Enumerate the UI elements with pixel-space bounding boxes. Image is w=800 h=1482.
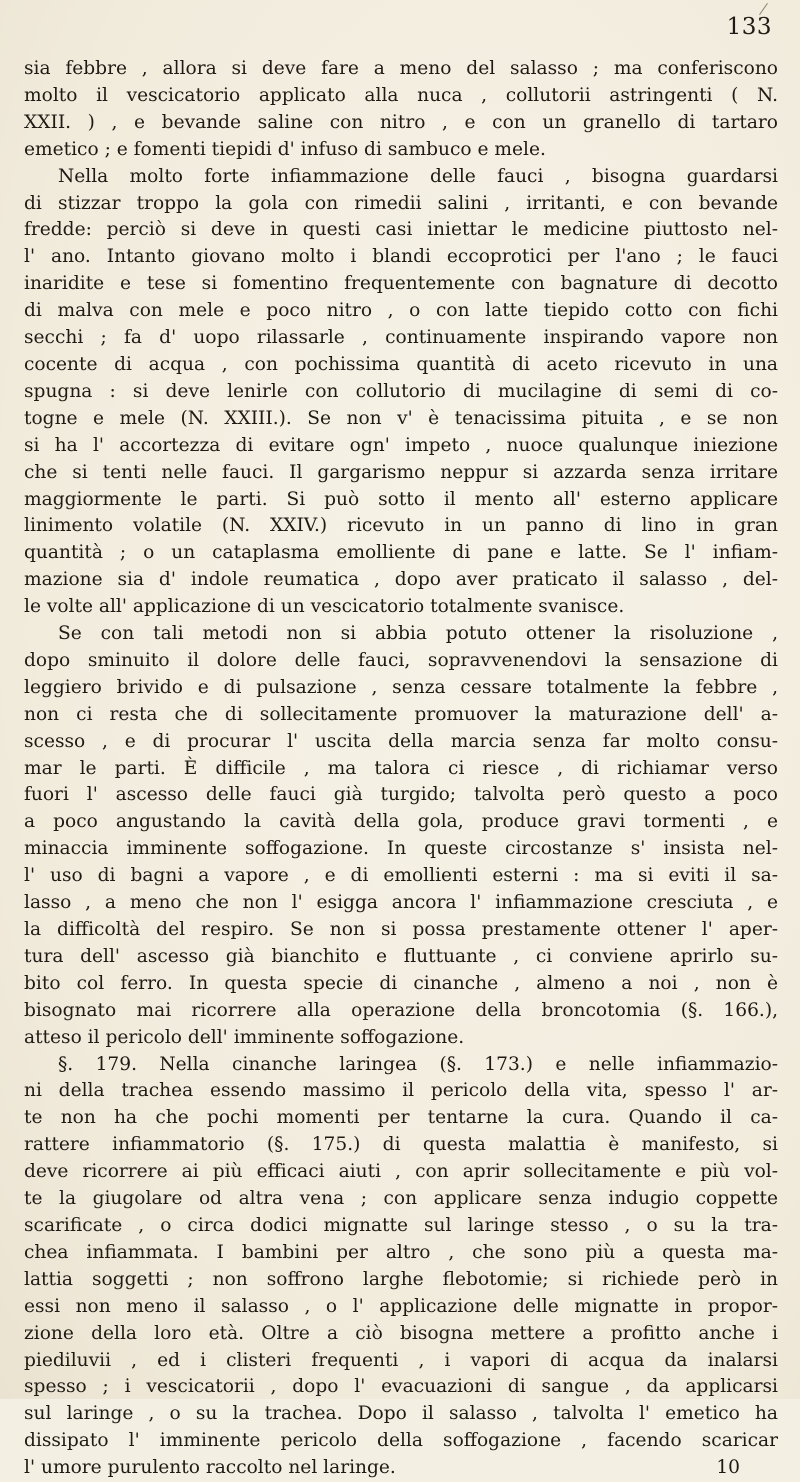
- text-line: piediluvii , ed i clisteri frequenti , i vapori di acqua da inalarsi: [24, 1349, 778, 1371]
- text-line: non ci resta che di sollecitamente promuover la maturazione dell' a-: [24, 703, 778, 725]
- text-line: Nella molto forte infiammazione delle fauci , bisogna guardarsi: [58, 165, 778, 187]
- text-line: emetico ; e fomenti tiepidi d' infuso di sambuco e mele.: [24, 138, 546, 160]
- text-line: leggiero brivido e di pulsazione , senza cessare totalmente la febbre ,: [24, 676, 778, 698]
- text-line: mar le parti. È difficile , ma talora ci riesce , di richiamar verso: [24, 757, 778, 779]
- text-line: zione della loro età. Oltre a ciò bisogna mettere a profitto anche i: [24, 1322, 778, 1344]
- page-number: 133: [726, 14, 772, 40]
- text-line: inaridite e tese si fomentino frequentemente con bagnature di decotto: [24, 273, 778, 295]
- text-line: bito col ferro. In questa specie di cinanche , almeno a noi , non è: [24, 972, 778, 994]
- text-line: le volte all' applicazione di un vescicatorio totalmente svanisce.: [24, 596, 625, 618]
- text-line: fredde: perciò si deve in questi casi iniettar le medicine piuttosto nel-: [24, 219, 778, 241]
- text-line: secchi ; fa d' uopo rilassarle , continuamente inspirando vapore non: [24, 327, 778, 349]
- text-line: di malva con mele e poco nitro , o con latte tiepido cotto con fichi: [24, 300, 778, 322]
- text-line: l' ano. Intanto giovano molto i blandi eccoprotici per l'ano ; le fauci: [24, 246, 778, 268]
- text-line: deve ricorrere ai più efficaci aiuti , con aprir sollecitamente e più vol-: [24, 1161, 778, 1183]
- text-line: §. 179. Nella cinanche laringea (§. 173.) e nelle infiammazio-: [58, 1053, 778, 1075]
- text-line: ni della trachea essendo massimo il pericolo della vita, spesso l' ar-: [24, 1080, 778, 1102]
- text-line: fuori l' ascesso delle fauci già turgido; talvolta però questo a poco: [24, 784, 778, 806]
- text-line: chea infiammata. I bambini per altro , che sono più a questa ma-: [24, 1241, 778, 1263]
- text-line: lattia soggetti ; non soffrono larghe flebotomie; si richiede però in: [24, 1268, 778, 1290]
- signature-mark: 10: [716, 1457, 740, 1479]
- text-line: si ha l' accortezza di evitare ogn' impeto , nuoce qualunque iniezione: [24, 434, 778, 456]
- text-line: linimento volatile (N. XXIV.) ricevuto in un panno di lino in gran: [24, 515, 778, 537]
- text-line: te la giugolare od altra vena ; con applicare senza indugio coppette: [24, 1188, 778, 1210]
- text-line: tura dell' ascesso già bianchito e fluttuante , ci conviene aprirlo su-: [24, 945, 778, 967]
- text-line: quantità ; o un cataplasma emolliente di pane e latte. Se l' infiam-: [24, 542, 778, 564]
- text-line: spugna : si deve lenirle con collutorio di mucilagine di semi di co-: [24, 380, 778, 402]
- final-line: [24, 1455, 778, 1482]
- text-line: minaccia imminente soffogazione. In queste circostanze s' insista nel-: [24, 838, 778, 860]
- body-text: [24, 56, 778, 1482]
- text-line: sia febbre , allora si deve fare a meno del salasso ; ma conferiscono: [24, 58, 778, 79]
- text-line: dissipato l' imminente pericolo della soffogazione , facendo scaricar: [24, 1430, 778, 1452]
- text-line: cocente di acqua , con pochissima quantità di aceto ricevuto in una: [24, 353, 778, 375]
- text-line: atteso il pericolo dell' imminente soffogazione.: [24, 1026, 465, 1048]
- text-line: mazione sia d' indole reumatica , dopo aver praticato il salasso , del-: [24, 569, 778, 591]
- text-line: scesso , e di procurar l' uscita della marcia senza far molto consu-: [24, 730, 778, 752]
- text-line: te non ha che pochi momenti per tentarne la cura. Quando il ca-: [24, 1107, 778, 1129]
- text-line: la difficoltà del respiro. Se non si possa prestamente ottener l' aper-: [24, 919, 778, 940]
- text-line: molto il vescicatorio applicato alla nuca , collutorii astringenti ( N.: [24, 84, 778, 106]
- text-line: l' uso di bagni a vapore , e di emollienti esterni : ma si eviti il sa-: [24, 865, 778, 887]
- text-line: a poco angustando la cavità della gola, produce gravi tormenti , e: [24, 811, 778, 833]
- text-line: bisognato mai ricorrere alla operazione della broncotomia (§. 166.),: [24, 999, 778, 1021]
- text-line: maggiormente le parti. Si può sotto il mento all' esterno applicare: [24, 488, 778, 510]
- text-line: spesso ; i vescicatorii , dopo l' evacuazioni di sangue , da applicarsi: [24, 1376, 778, 1398]
- text-line: di stizzar troppo la gola con rimedii salini , irritanti, e con bevande: [24, 192, 778, 214]
- text-line: dopo sminuito il dolore delle fauci, sopravvenendovi la sensazione di: [24, 649, 778, 671]
- text-line: che si tenti nelle fauci. Il gargarismo neppur si azzarda senza irritare: [24, 461, 778, 483]
- text-line: sul laringe , o su la trachea. Dopo il salasso , talvolta l' emetico ha: [24, 1403, 778, 1425]
- text-line: rattere infiammatorio (§. 175.) di questa malattia è manifesto, si: [24, 1134, 778, 1156]
- text-line: scarificate , o circa dodici mignatte sul laringe stesso , o su la tra-: [24, 1214, 778, 1236]
- text-line: XXII. ) , e bevande saline con nitro , e con un granello di tartaro: [24, 111, 778, 133]
- text-line: lasso , a meno che non l' esigga ancora l' infiammazione cresciuta , e: [24, 892, 778, 914]
- text-line: togne e mele (N. XXIII.). Se non v' è tenacissima pituita , e se non: [24, 407, 778, 429]
- text-line: Se con tali metodi non si abbia potuto ottener la risoluzione ,: [58, 623, 778, 645]
- text-line: essi non meno il salasso , o l' applicazione delle mignatte in propor-: [24, 1295, 778, 1317]
- text-line: l' umore purulento raccolto nel laringe.: [24, 1457, 396, 1479]
